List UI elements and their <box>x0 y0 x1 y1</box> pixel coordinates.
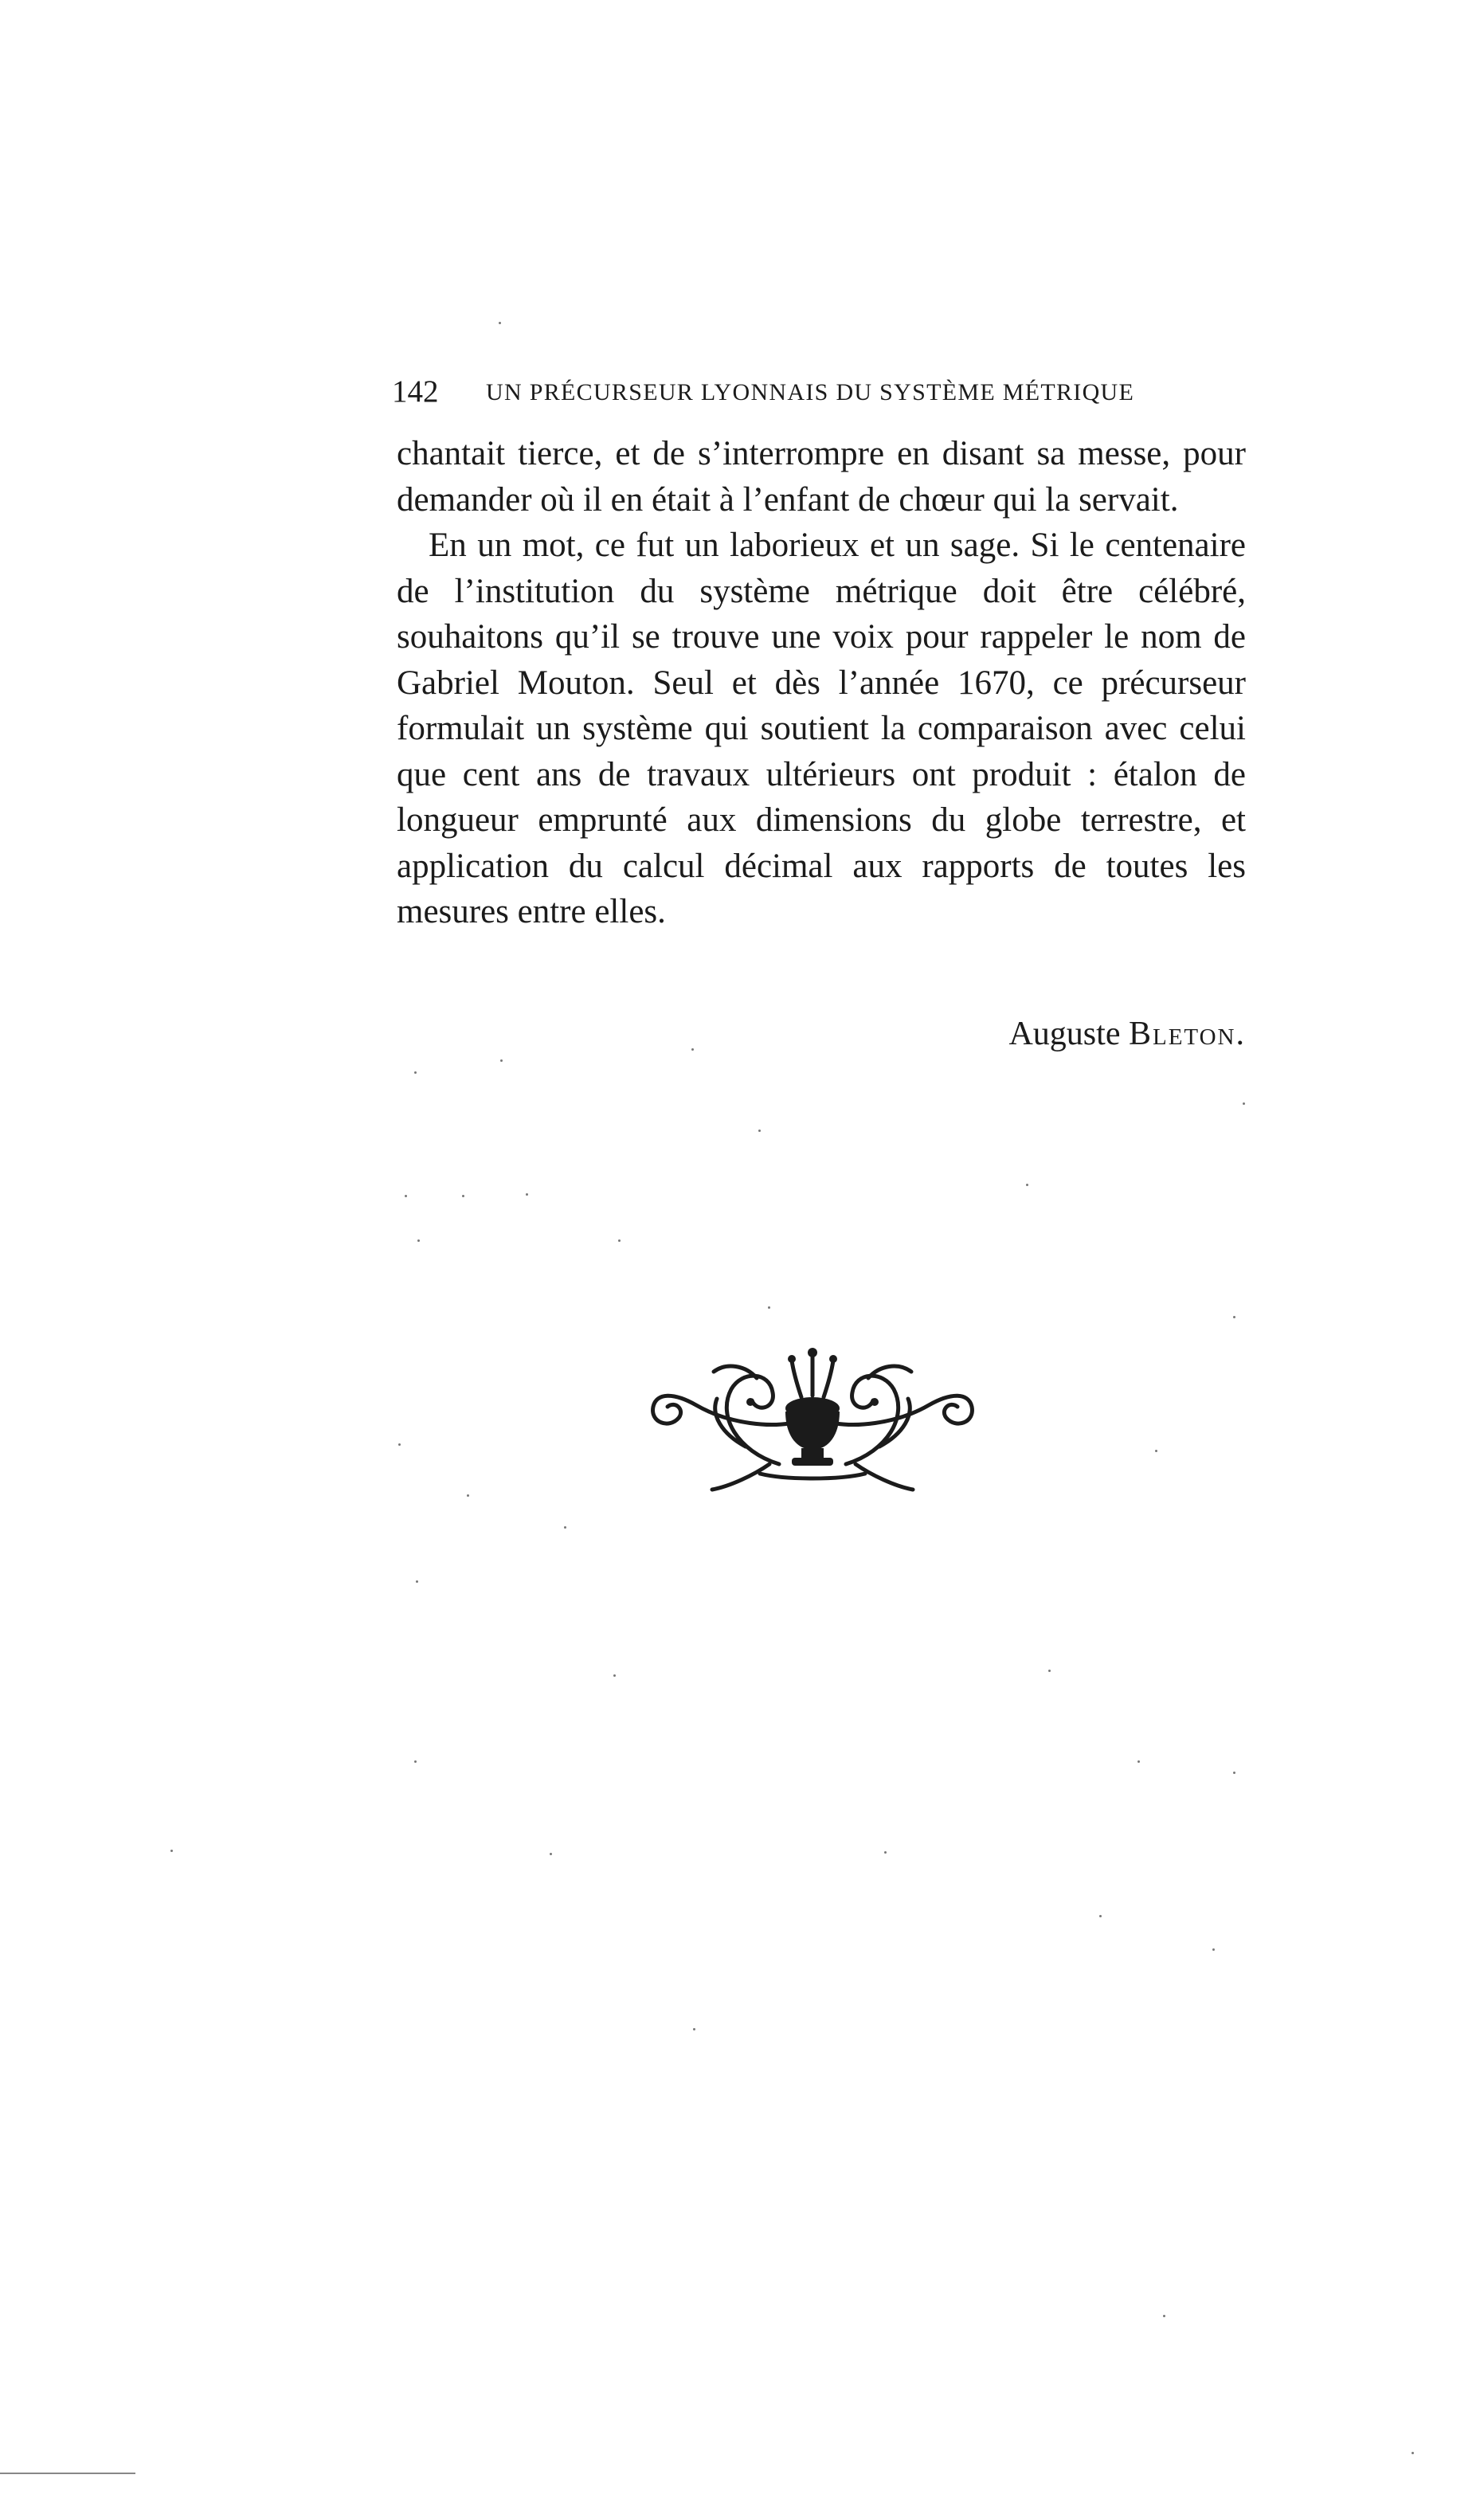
running-header <box>392 374 1246 409</box>
scan-speck <box>1137 1760 1140 1763</box>
author-surname: Bleton. <box>1128 1016 1246 1052</box>
running-title: UN PRÉCURSEUR LYONNAIS DU SYSTÈME MÉTRIQUE <box>486 379 1135 405</box>
scan-speck <box>398 1443 401 1446</box>
scan-speck <box>550 1853 552 1855</box>
scan-speck <box>414 1071 417 1074</box>
scan-speck <box>884 1851 887 1854</box>
scan-speck <box>526 1193 528 1196</box>
scan-speck <box>1212 1948 1215 1951</box>
body-text <box>397 431 1246 935</box>
scan-speck <box>758 1130 761 1132</box>
scan-speck <box>500 1059 503 1062</box>
scan-speck <box>618 1239 621 1242</box>
author-given-name: Auguste <box>1008 1016 1121 1052</box>
scan-speck <box>499 322 501 324</box>
scan-speck <box>1233 1772 1235 1774</box>
page-number: 142 <box>392 374 439 409</box>
scan-speck <box>414 1760 417 1763</box>
scan-speck <box>467 1494 469 1497</box>
margin-rule <box>0 2473 135 2474</box>
scan-speck <box>1412 2452 1414 2454</box>
scan-speck <box>1026 1184 1028 1186</box>
urn-with-scrolls-fleuron-icon <box>637 1322 988 1506</box>
scan-speck <box>405 1195 407 1197</box>
scan-speck <box>1163 2315 1165 2317</box>
scan-speck <box>613 1674 616 1677</box>
scan-speck <box>1048 1670 1051 1672</box>
scan-speck <box>1243 1102 1245 1105</box>
scan-speck <box>1155 1450 1157 1452</box>
scan-speck <box>693 2028 695 2030</box>
scan-speck <box>691 1048 694 1051</box>
paragraph: En un mot, ce fut un laborieux et un sage. Si le centenaire de l’institution du système métrique doit être célébré, souhaitons qu’il se trouve une voix pour rappeler le nom de Gabriel Mouton. Seul et dès l’année 1670, ce précurseur formulait un système qui soutient la comparaison avec celui que cent ans de travaux ultérieurs ont produit : étalon de longueur emprunté aux dimensions du globe terrestre, et application du calcul décimal aux rapports de toutes les mesures entre elles. <box>397 527 1246 930</box>
scan-speck <box>416 1580 418 1583</box>
scan-speck <box>417 1239 420 1242</box>
scan-speck <box>564 1526 566 1529</box>
scan-speck <box>768 1306 770 1309</box>
scan-speck <box>462 1195 464 1197</box>
scan-speck <box>170 1850 173 1852</box>
paragraph: chantait tierce, et de s’interrompre en disant sa messe, pour demander où il en était à l’enfant de chœur qui la servait. <box>397 435 1246 519</box>
scan-speck <box>1233 1316 1235 1318</box>
scan-speck <box>1099 1915 1102 1917</box>
author-signature <box>860 1012 1246 1056</box>
